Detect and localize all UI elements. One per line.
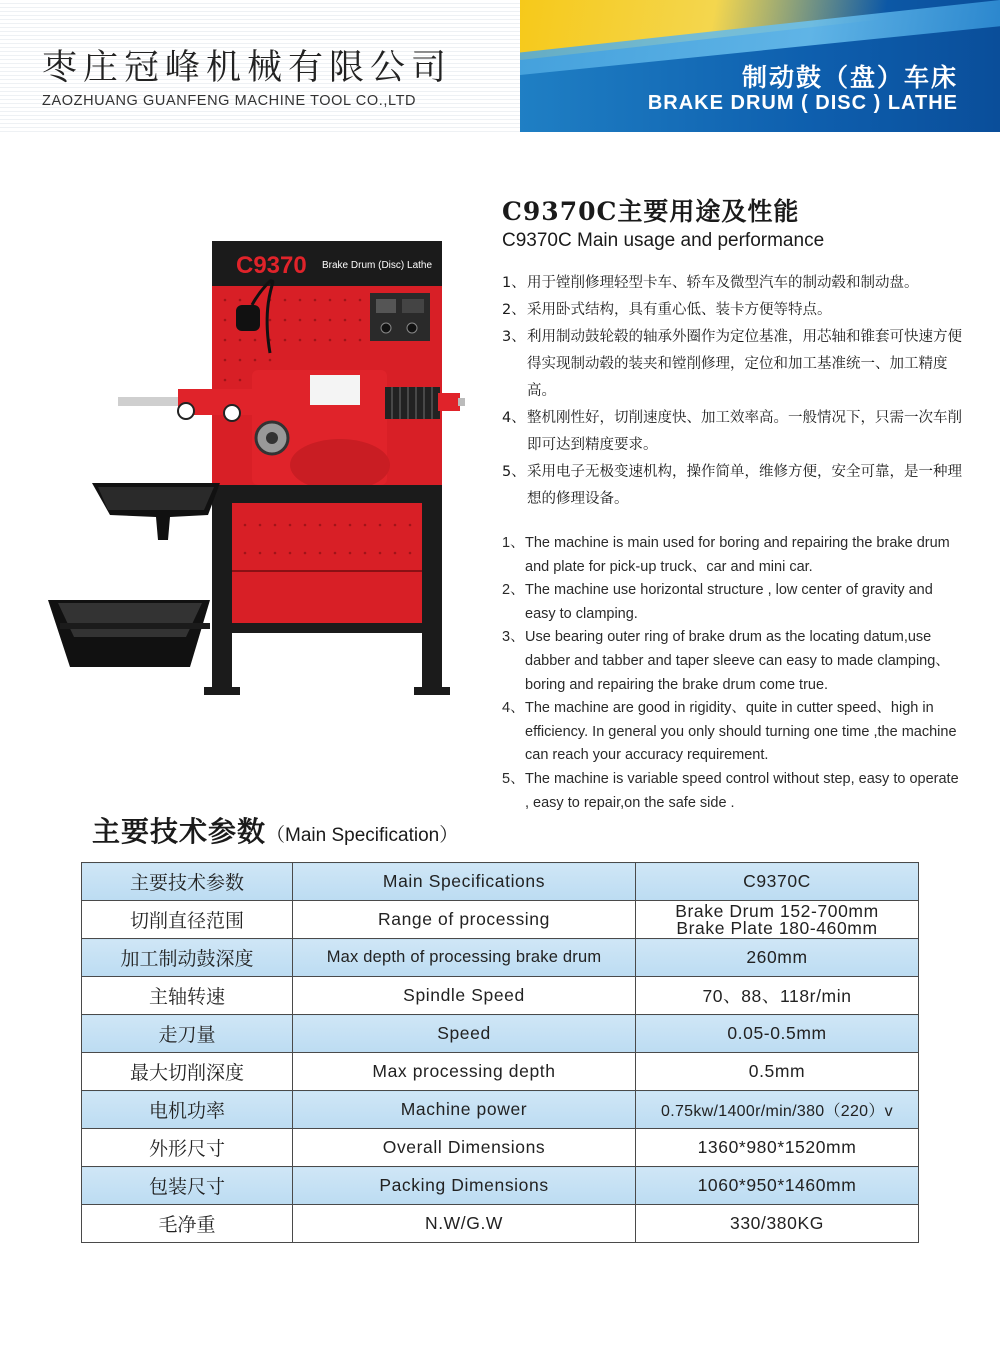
spec-cell-value: 330/380KG [636, 1205, 919, 1243]
table-row [82, 977, 919, 1015]
spec-cell-value: C9370C [636, 863, 919, 901]
spec-title-cn: 主要技术参数 [92, 815, 267, 848]
spec-cell-cn: 外形尺寸 [82, 1129, 293, 1167]
spec-cell-en: N.W/G.W [293, 1205, 636, 1243]
list-item: 2、 采用卧式结构，具有重心低、装卡方便等特点。 [502, 302, 832, 318]
spec-cell-en: Overall Dimensions [293, 1129, 636, 1167]
spec-cell-value: 1060*950*1460mm [636, 1167, 919, 1205]
list-item: 5、 The machine is variable speed control without step, easy to operate , easy to repair,on the safe side . [502, 770, 959, 811]
spec-cell-en: Machine power [293, 1091, 636, 1129]
list-item: 5、 采用电子无极变速机构，操作简单，维修方便，安全可靠，是一种理想的修理设备。 [502, 464, 962, 507]
table-row [82, 1015, 919, 1053]
machine-model-plate: C9370 [236, 252, 307, 279]
table-row [82, 1053, 919, 1091]
company-name-cn: 枣庄冠峰机械有限公司 [42, 48, 453, 88]
spec-cell-cn: 电机功率 [82, 1091, 293, 1129]
spec-cell-en: Spindle Speed [293, 977, 636, 1015]
list-item: 1、 The machine is main used for boring and repairing the brake drum and plate for pick-up truck、car and mini car. [502, 535, 950, 575]
spec-cell-value: 70、88、118r/min [636, 977, 919, 1015]
spec-cell-cn: 走刀量 [82, 1015, 293, 1053]
list-item: 1、 用于镗削修理轻型卡车、轿车及微型汽车的制动毂和制动盘。 [502, 275, 919, 291]
company-name-en: ZAOZHUANG GUANFENG MACHINE TOOL CO.,LTD [42, 93, 417, 109]
spec-cell-cn: 切削直径范围 [82, 901, 293, 939]
usage-list-en [502, 532, 960, 815]
usage-title-en: C9370C Main usage and performance [502, 230, 825, 251]
spec-cell-en: Max depth of processing brake drum [293, 939, 636, 977]
table-row [82, 1205, 919, 1243]
spec-cell-value [636, 901, 919, 939]
table-row [82, 1167, 919, 1205]
spec-cell-value: 260mm [636, 939, 919, 977]
spec-cell-cn: 主轴转速 [82, 977, 293, 1015]
spec-cell-value: 0.5mm [636, 1053, 919, 1091]
table-row [82, 1129, 919, 1167]
product-title-cn: 制动鼓（盘）车床 [741, 63, 958, 92]
table-row [82, 901, 919, 939]
spec-cell-value: 0.05-0.5mm [636, 1015, 919, 1053]
product-title-en: BRAKE DRUM ( DISC ) LATHE [647, 92, 958, 114]
table-row [82, 1091, 919, 1129]
spec-cell-en: Range of processing [293, 901, 636, 939]
spec-value-line: Brake Drum 152-700mm [675, 900, 879, 921]
spec-cell-en: Packing Dimensions [293, 1167, 636, 1205]
spec-value-line: Brake Plate 180-460mm [676, 917, 878, 938]
spec-cell-cn: 加工制动鼓深度 [82, 939, 293, 977]
page-header [0, 0, 1000, 132]
usage-list-cn [502, 270, 962, 513]
spec-cell-cn: 包装尺寸 [82, 1167, 293, 1205]
spec-cell-cn: 毛净重 [82, 1205, 293, 1243]
spec-cell-en: Main Specifications [293, 863, 636, 901]
spec-cell-cn: 最大切削深度 [82, 1053, 293, 1091]
table-row [82, 939, 919, 977]
list-item: 3、 Use bearing outer ring of brake drum as the locating datum,use dabber and tabber and taper sleeve can easy to made clamping、boring and repairing the brake drum come true. [502, 629, 950, 693]
spec-cell-value: 0.75kw/1400r/min/380（220）v [636, 1091, 919, 1129]
spec-cell-value: 1360*980*1520mm [636, 1129, 919, 1167]
spec-section-title [92, 810, 458, 850]
table-row [82, 863, 919, 901]
list-item: 2、 The machine use horizontal structure , low center of gravity and easy to clamping. [502, 582, 933, 622]
list-item: 4、 The machine are good in rigidity、quite in cutter speed、high in efficiency. In general you only should turning one time ,the machine can reach your accuracy requirement. [502, 700, 957, 764]
spec-table [81, 862, 919, 1243]
spec-title-en: （Main Specification） [266, 825, 459, 846]
list-item: 3、 利用制动鼓轮毂的轴承外圈作为定位基准，用芯轴和锥套可快速方便得实现制动毂的装夹和镗削修理，定位和加工基准统一、加工精度高。 [502, 329, 962, 399]
list-item: 4、 整机刚性好，切削速度快、加工效率高。一般情况下，只需一次车削即可达到精度要求。 [502, 410, 962, 453]
spec-cell-en: Max processing depth [293, 1053, 636, 1091]
spec-cell-cn: 主要技术参数 [82, 863, 293, 901]
usage-title-cn: C9370C主要用途及性能 [502, 197, 800, 226]
spec-cell-en: Speed [293, 1015, 636, 1053]
brake-lathe-machine-image [40, 235, 465, 705]
machine-sign-text: Brake Drum (Disc) Lathe [322, 260, 433, 271]
